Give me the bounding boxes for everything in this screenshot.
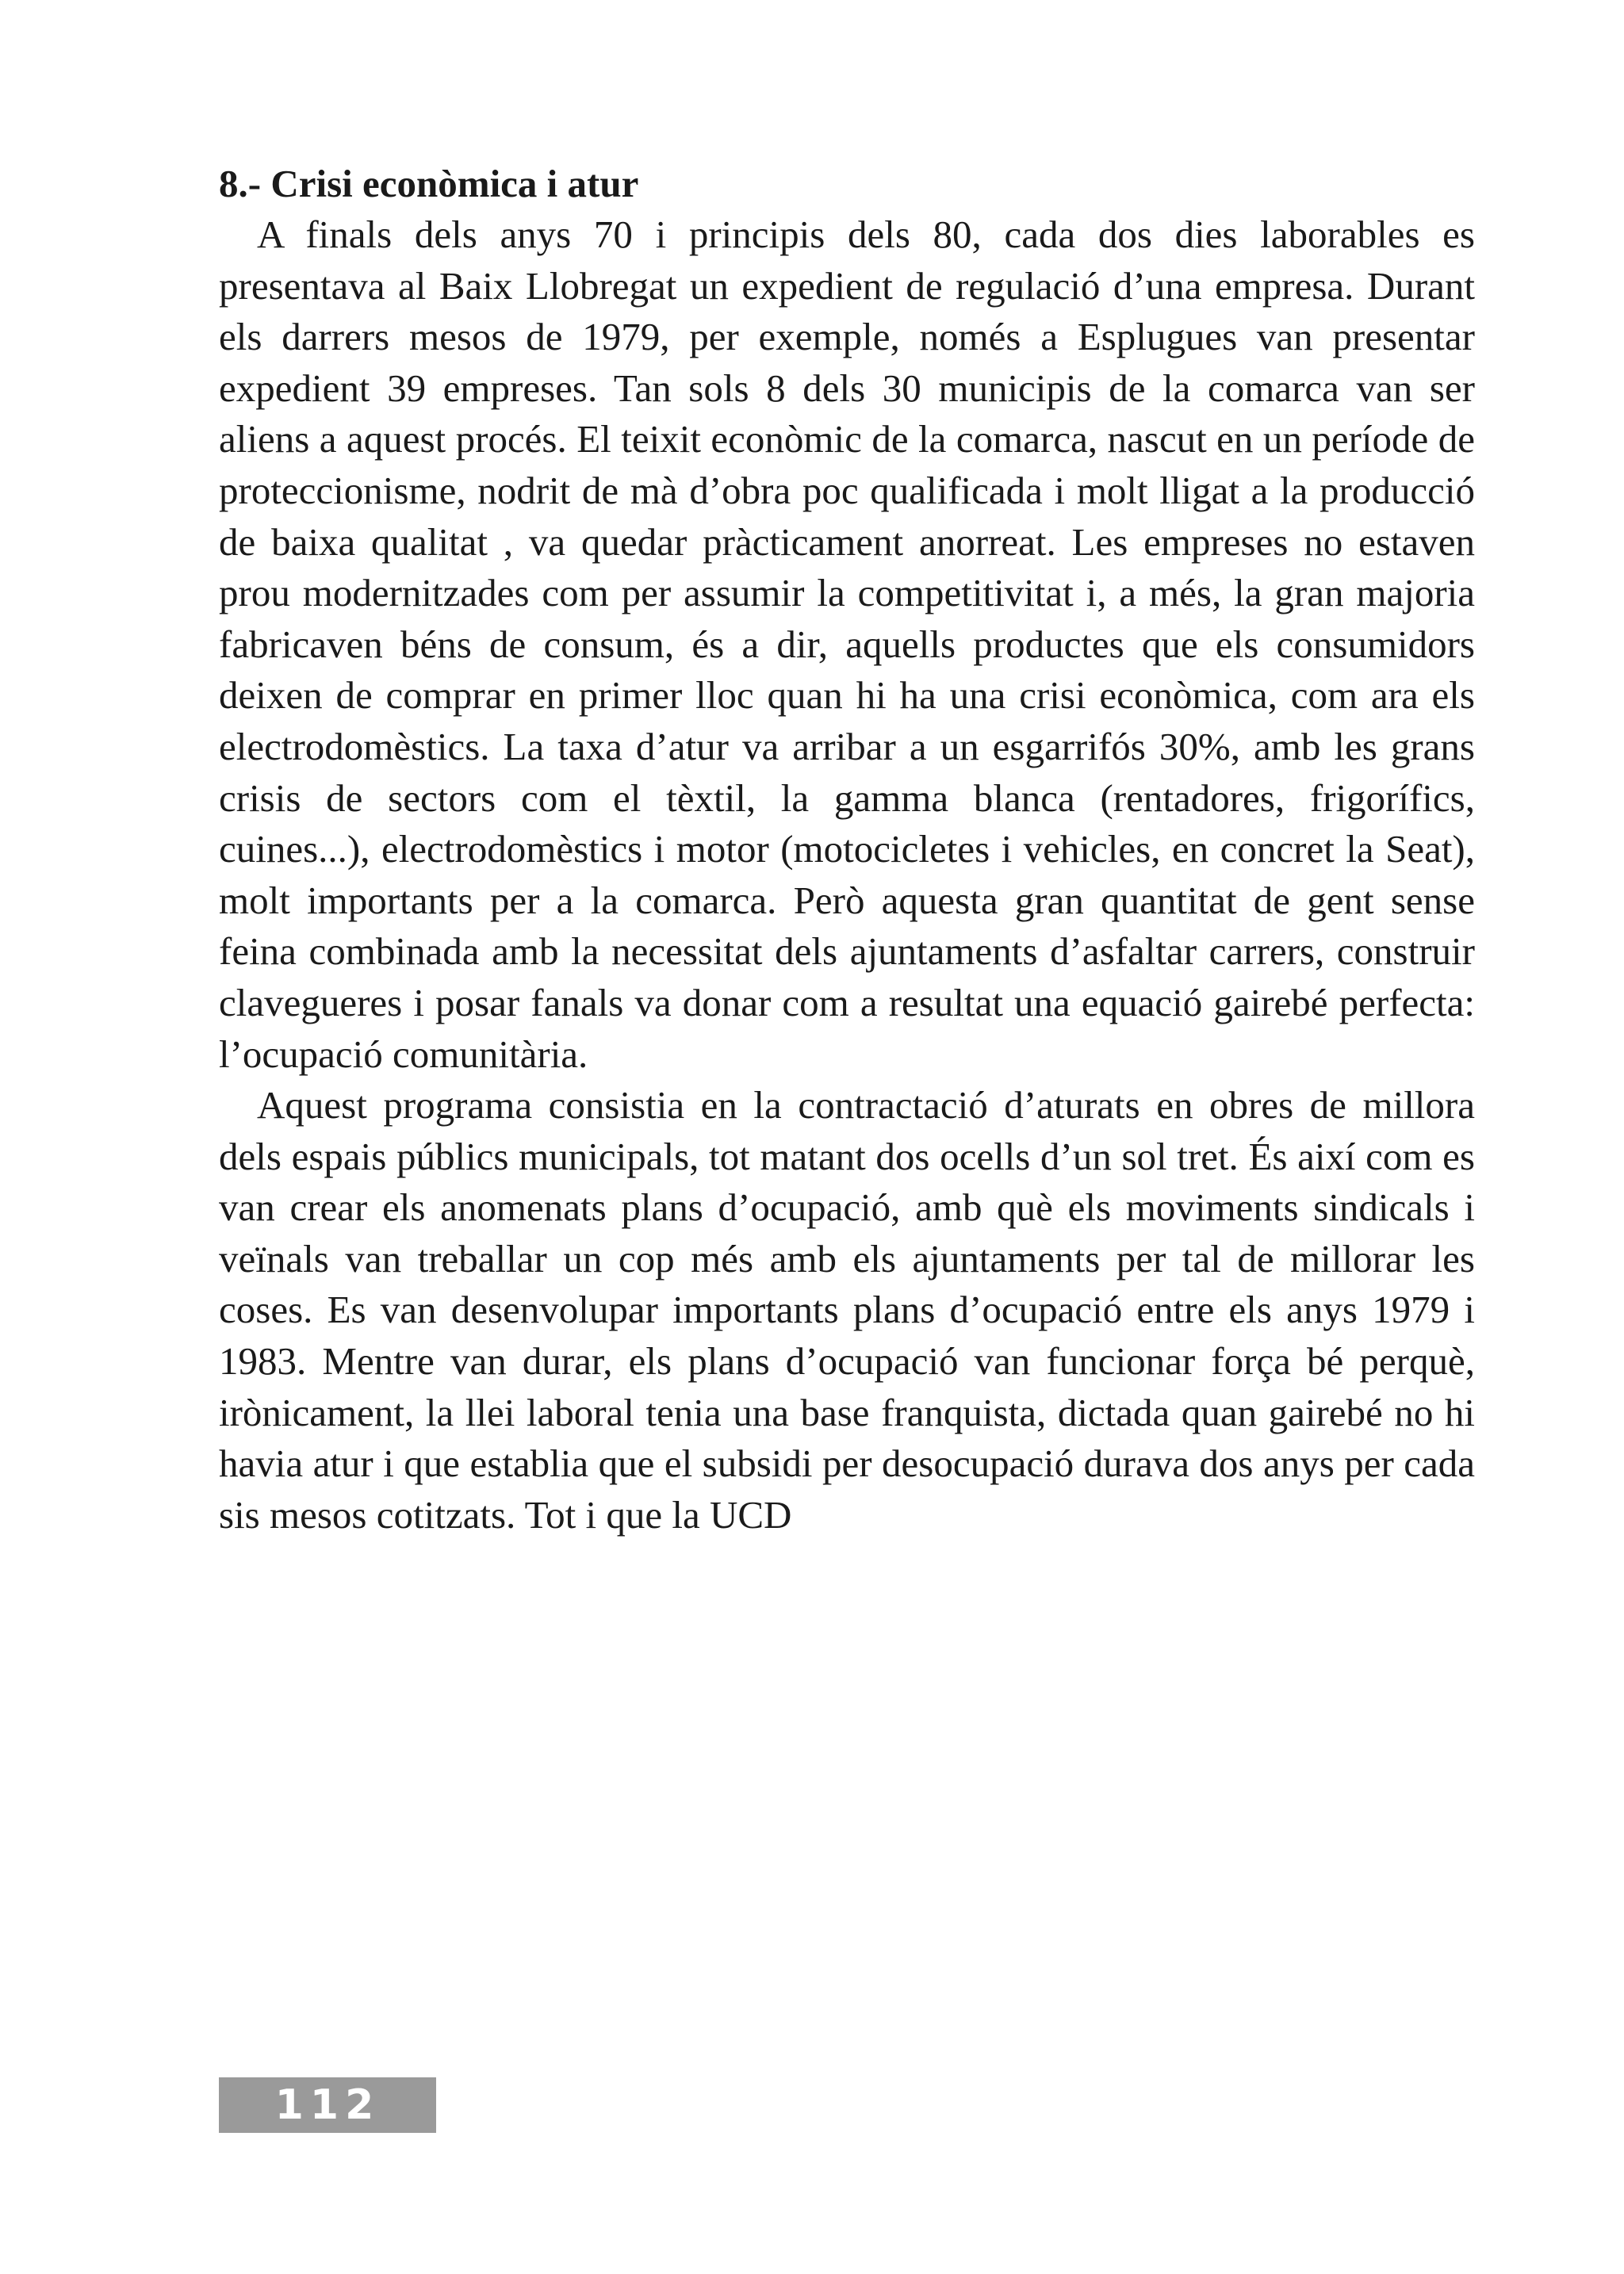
page-number: 112 — [274, 2081, 381, 2129]
page-body — [219, 159, 1475, 1541]
page-number-badge — [219, 2077, 436, 2133]
section-heading: 8.- Crisi econòmica i atur — [219, 162, 639, 205]
body-paragraph-1: A finals dels anys 70 i principis dels 80, cada dos dies laborables es presentava al Baix Llobregat un expedient de regulació d’una empresa. Durant els darrers mesos de 1979, per exemple, només a Esplugues van presentar expedient 39 empreses. Tan sols 8 dels 30 municipis de la comarca van ser aliens a aquest procés. El teixit econòmic de la comarca, nascut en un període de proteccionisme, nodrit de mà d’obra poc qualificada i molt lligat a la producció de baixa qualitat , va quedar pràcticament anorreat. Les empreses no estaven prou modernitzades com per assumir la competitivitat i, a més, la gran majoria fabricaven béns de consum, és a dir, aquells productes que els consumidors deixen de comprar en primer lloc quan hi ha una crisi econòmica, com ara els electrodomèstics. La taxa d’atur va arribar a un esgarrifós 30%, amb les grans crisis de sectors com el tèxtil, la gamma blanca (rentadores, frigorífics, cuines...), electrodomèstics i motor (motocicletes i vehicles, en concret la Seat), molt importants per a la comarca. Però aquesta gran quantitat de gent sense feina combinada amb la necessitat dels ajuntaments d’asfaltar carrers, construir clavegueres i posar fanals va donar com a resultat una equació gairebé perfecta: l’ocupació comunitària. — [219, 212, 1475, 1076]
body-paragraph-2: Aquest programa consistia en la contractació d’aturats en obres de millora dels espais públics municipals, tot matant dos ocells d’un sol tret. És així com es van crear els anomenats plans d’ocupació, amb què els moviments sindicals i veïnals van treballar un cop més amb els ajuntaments per tal de millorar les coses. Es van desenvolupar importants plans d’ocupació entre els anys 1979 i 1983. Mentre van durar, els plans d’ocupació van funcionar força bé perquè, irònicament, la llei laboral tenia una base franquista, dictada quan gairebé no hi havia atur i que establia que el subsidi per desocupació durava dos anys per cada sis mesos cotitzats. Tot i que la UCD — [219, 1083, 1475, 1537]
